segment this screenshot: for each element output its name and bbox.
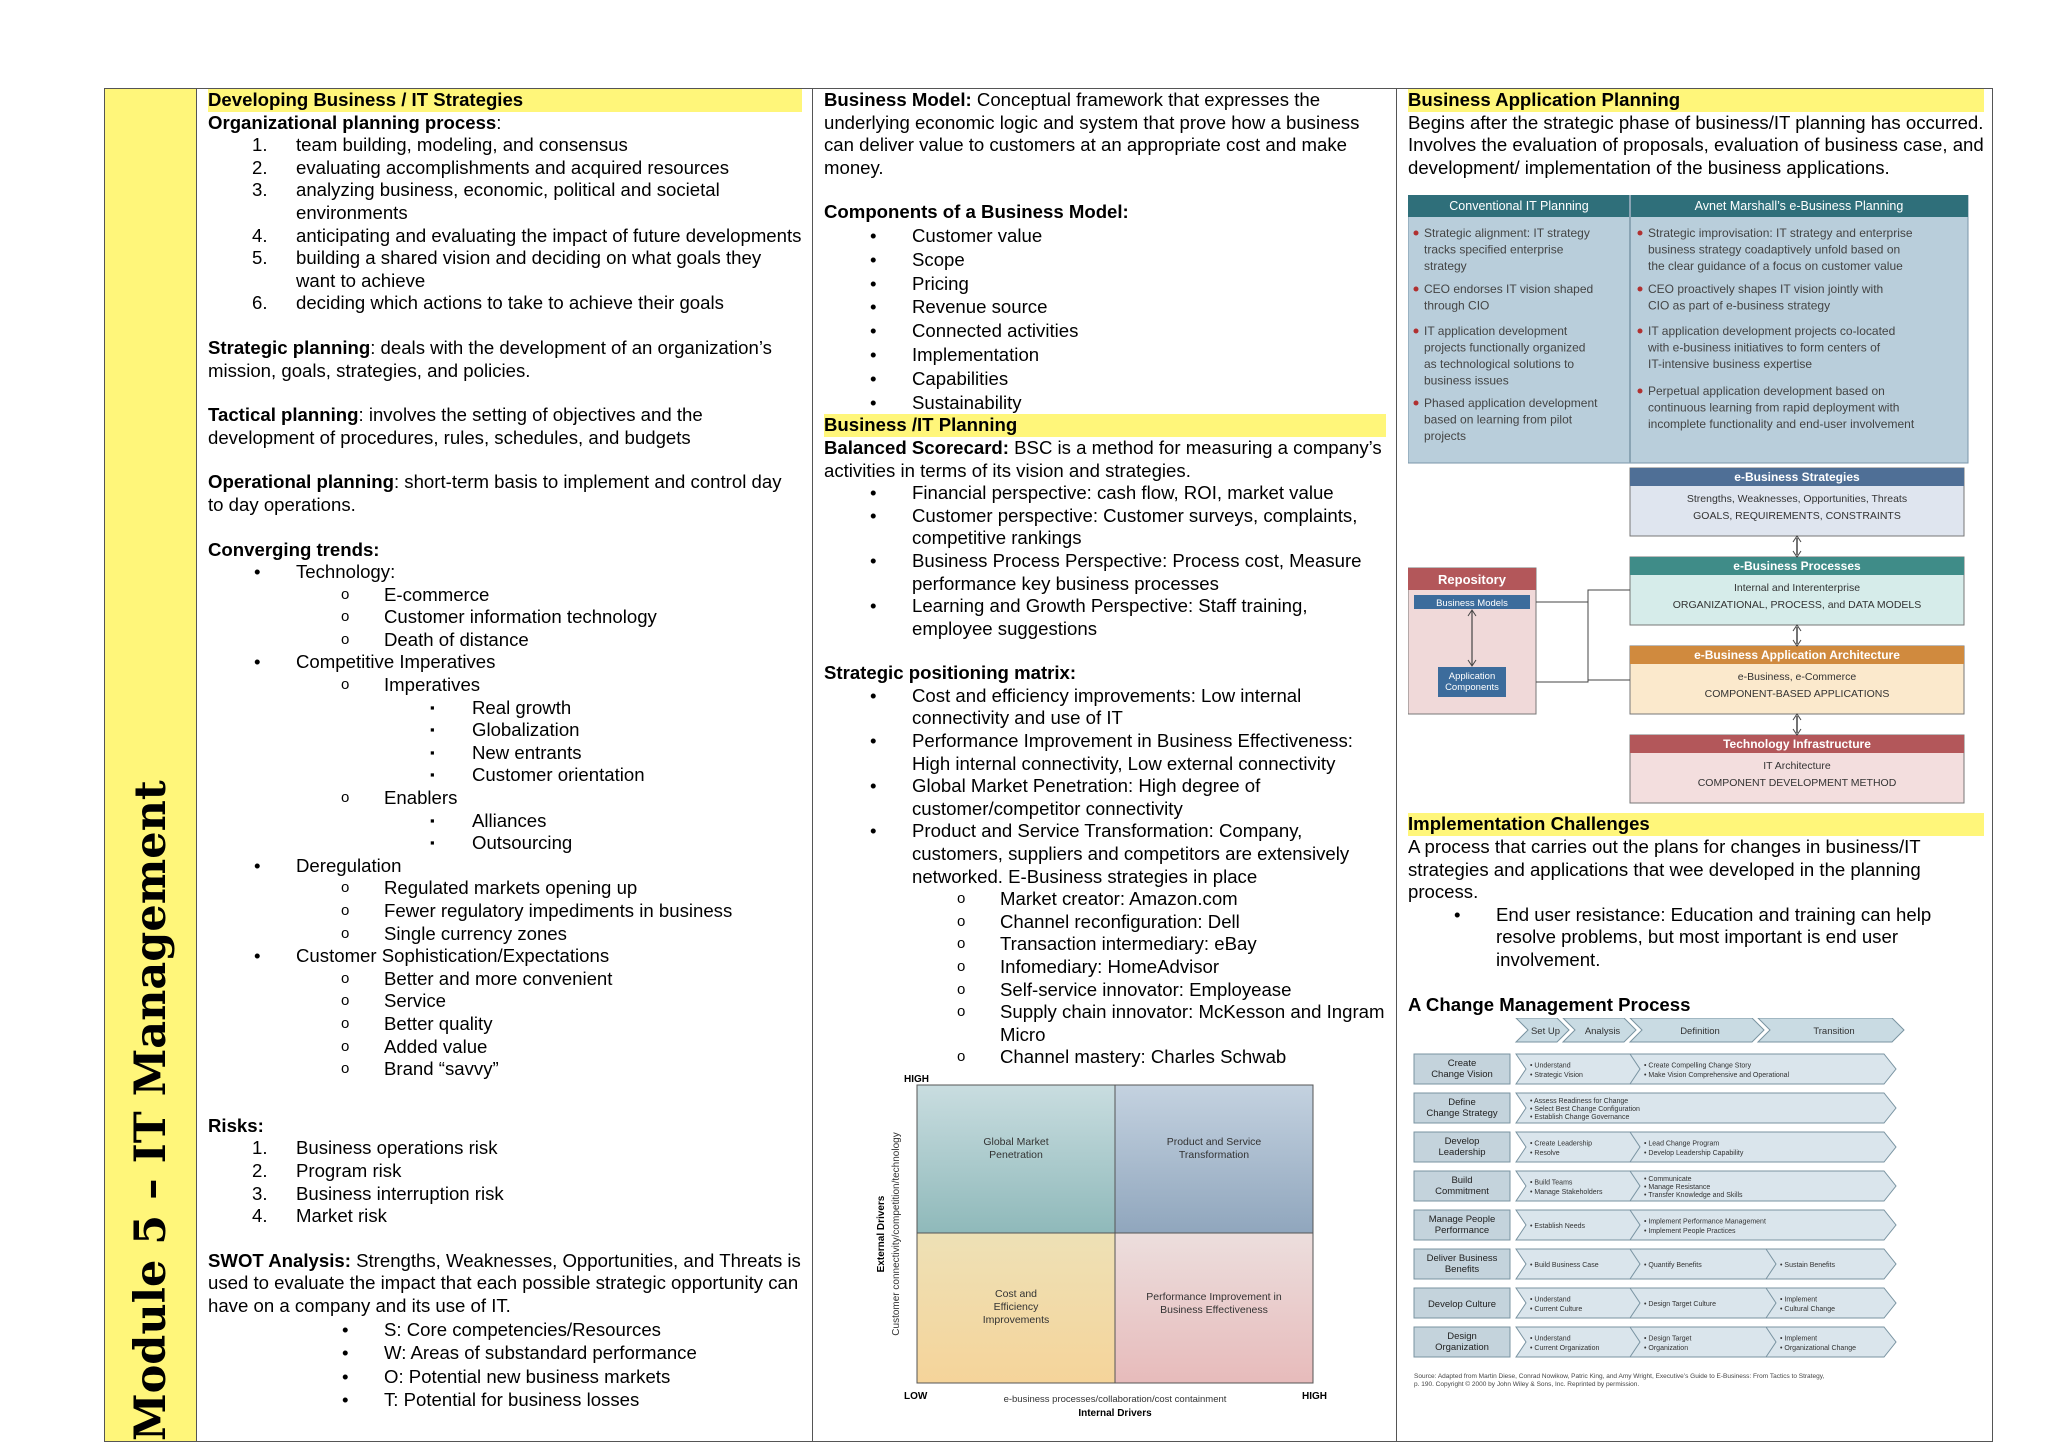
ebusiness-item: IT application development projects co-located with e-business initiatives to form centers of IT-intensive business expertise xyxy=(1648,324,1896,372)
svg-text:ApplicationComponents: Application Components xyxy=(1445,671,1499,694)
activity-label: Design Organization xyxy=(1435,1331,1489,1354)
strategic-planning: Strategic planning: deals with the development of an organization’s mission, goals, strategies, and policies. xyxy=(208,336,772,381)
y-axis-low-label: LOW xyxy=(904,1390,928,1402)
ebusiness-planning-heading: Avnet Marshall’s e-Business Planning xyxy=(1694,199,1904,214)
activity-label: Deliver Business Benefits xyxy=(1426,1253,1498,1276)
svg-text:e-Business, e-Commerce: e-Business, e-Commerce xyxy=(1737,671,1857,684)
svg-text:• Create Compelling Change Sto: • Create Compelling Change Story xyxy=(1644,1062,1752,1070)
list-item: • Connected activities xyxy=(824,319,1386,343)
bsc-list xyxy=(824,482,1386,640)
svg-text:• Establish Needs: • Establish Needs xyxy=(1530,1223,1585,1231)
list-item: o Enablers xyxy=(208,787,802,810)
list-item: ▪ Customer orientation xyxy=(208,764,802,787)
svg-text:• Implement People Practices: • Implement People Practices xyxy=(1644,1227,1736,1235)
svg-text:COMPONENT-BASED APPLICATIONS: COMPONENT-BASED APPLICATIONS xyxy=(1704,688,1890,701)
list-item: ▪ Outsourcing xyxy=(208,832,802,855)
operational-planning: Operational planning: short-term basis to implement and control day to day operations. xyxy=(208,471,782,515)
svg-text:Internal and Interenterprise: Internal and Interenterprise xyxy=(1733,582,1861,595)
business-model-definition: Business Model: Conceptual framework that expresses the underlying economic logic and system that prove how a business can deliver value to customers at an appropriate cost and make money. xyxy=(824,89,1360,178)
strategies-box: e-Business Strategies xyxy=(1734,470,1860,485)
svg-text:IT Architecture: IT Architecture xyxy=(1763,760,1831,773)
svg-text:• Build Business Case: • Build Business Case xyxy=(1530,1262,1599,1270)
quadrant-label-product-transformation: Product and Service Transformation xyxy=(1166,1135,1262,1161)
svg-text:ORGANIZATIONAL, PROCESS, and D: ORGANIZATIONAL, PROCESS, and DATA MODELS xyxy=(1672,599,1922,612)
quadrant-label-global-market: Global Market Penetration xyxy=(983,1135,1049,1161)
list-item: • Revenue source xyxy=(824,295,1386,319)
positioning-list xyxy=(824,685,1386,888)
list-item: • Learning and Growth Perspective: Staff training, employee suggestions xyxy=(824,595,1386,640)
positioning-matrix-figure xyxy=(824,1075,1387,1425)
infrastructure-box: Technology Infrastructure xyxy=(1723,737,1871,752)
column-business-model xyxy=(814,89,1397,1441)
list-item: o Regulated markets opening up xyxy=(208,877,802,900)
list-item: o Customer information technology xyxy=(208,606,802,629)
section-title-strategies: Developing Business / IT Strategies xyxy=(208,89,802,112)
list-item: 4. anticipating and evaluating the impact of future developments xyxy=(252,224,802,246)
list-item: • Customer Sophistication/Expectations xyxy=(208,945,802,968)
ebusiness-strategies-list xyxy=(824,888,1386,1069)
risks-list xyxy=(208,1137,802,1227)
change-process-heading: A Change Management Process xyxy=(1408,993,1691,1015)
list-item: 3. analyzing business, economic, political and societal environments xyxy=(252,179,720,223)
module-title: Module 5 – IT Management xyxy=(126,780,176,1441)
section-title-business-it-planning: Business /IT Planning xyxy=(824,414,1386,437)
list-item: • Financial perspective: cash flow, ROI, market value xyxy=(824,482,1386,505)
list-item: • End user resistance: Education and training can help resolve problems, but most important is end user involvement. xyxy=(1408,904,1984,972)
list-item: 3. Business interruption risk xyxy=(252,1182,504,1204)
swot-analysis: SWOT Analysis: Strengths, Weaknesses, Opportunities, and Threats is used to evaluate the impact that each possible strategic opportunity can have on a company and its use of IT. xyxy=(208,1249,801,1316)
list-item: 1. Business operations risk xyxy=(252,1137,498,1159)
list-item: o Self-service innovator: Employease xyxy=(824,979,1386,1002)
svg-text:Strengths, Weaknesses, Opportu: Strengths, Weaknesses, Opportunities, Threats xyxy=(1686,493,1908,506)
quadrant-label-performance-improvement: Performance Improvement in Business Effectiveness xyxy=(1146,1290,1282,1316)
list-item: • Sustainability xyxy=(824,391,1386,415)
svg-text:GOALS, REQUIREMENTS, CONSTRAIN: GOALS, REQUIREMENTS, CONSTRAINTS xyxy=(1693,510,1901,523)
positioning-matrix-heading: Strategic positioning matrix: xyxy=(824,662,1077,684)
org-planning-list xyxy=(208,134,802,315)
svg-text:• Cultural Change: • Cultural Change xyxy=(1780,1305,1835,1313)
y-axis-high-label: HIGH xyxy=(904,1074,929,1085)
tactical-planning: Tactical planning: involves the setting of objectives and the development of procedures, rules, schedules, and budgets xyxy=(208,404,703,448)
activity-label: Develop Leadership xyxy=(1438,1136,1486,1159)
svg-text:• Manage Resistance: • Manage Resistance xyxy=(1644,1184,1711,1192)
components-list xyxy=(824,224,1386,414)
phase-label: Analysis xyxy=(1584,1026,1621,1038)
components-heading: Components of a Business Model: xyxy=(824,201,1129,223)
swot-list xyxy=(208,1318,802,1412)
phase-label: Definition xyxy=(1680,1026,1720,1038)
y-axis-inner-label: Customer connectivity/competition/technology xyxy=(891,1132,902,1336)
section-title-application-planning: Business Application Planning xyxy=(1408,89,1984,112)
section-title-implementation-challenges: Implementation Challenges xyxy=(1408,813,1984,836)
application-planning-text: Begins after the strategic phase of business/IT planning has occurred. Involves the evaluation of proposals, evaluation of business case, and development/ implementation of the business applications. xyxy=(1408,111,1984,178)
list-item: o Brand “savvy” xyxy=(208,1058,802,1081)
processes-box: e-Business Processes xyxy=(1733,559,1861,574)
balanced-scorecard: Balanced Scorecard: BSC is a method for measuring a company’s activities in terms of its vision and strategies. xyxy=(824,436,1382,481)
list-item: • Capabilities xyxy=(824,367,1386,391)
svg-text:• Understand: • Understand xyxy=(1530,1062,1571,1070)
svg-text:• Assess Readiness for Change: • Assess Readiness for Change xyxy=(1530,1098,1629,1106)
x-axis-outer-label: Internal Drivers xyxy=(1078,1407,1152,1419)
list-item: o Better quality xyxy=(208,1013,802,1036)
svg-text:• Manage Stakeholders: • Manage Stakeholders xyxy=(1530,1188,1603,1196)
svg-text:• Communicate: • Communicate xyxy=(1644,1176,1692,1184)
list-item: • Pricing xyxy=(824,272,1386,296)
svg-text:• Organizational Change: • Organizational Change xyxy=(1780,1344,1856,1352)
activity-label: Manage People Performance xyxy=(1428,1214,1496,1237)
activity-label: Build Commitment xyxy=(1435,1175,1489,1198)
list-item: o Imperatives xyxy=(208,674,802,697)
list-item: o Channel mastery: Charles Schwab xyxy=(824,1046,1386,1069)
list-item: • Technology: xyxy=(208,561,802,584)
list-item: o Single currency zones xyxy=(208,923,802,946)
svg-text:• Implement: • Implement xyxy=(1780,1296,1818,1304)
ebusiness-item: CEO proactively shapes IT vision jointly with CIO as part of e-business strategy xyxy=(1648,282,1884,313)
svg-text:• Understand: • Understand xyxy=(1530,1296,1571,1304)
list-item: • S: Core competencies/Resources xyxy=(208,1318,802,1342)
list-item: • Product and Service Transformation: Company, customers, suppliers and competitors are extensively networked. E-Business strategies in place xyxy=(824,820,1386,888)
conventional-item: Strategic alignment: IT strategy tracks specified enterprise strategy xyxy=(1424,226,1590,274)
svg-text:Business Models: Business Models xyxy=(1436,598,1508,610)
org-planning-heading: Organizational planning process: xyxy=(208,111,502,133)
svg-text:COMPONENT DEVELOPMENT METHOD: COMPONENT DEVELOPMENT METHOD xyxy=(1697,777,1897,790)
cheat-sheet xyxy=(104,88,1993,1442)
phase-label: Transition xyxy=(1813,1026,1855,1038)
architecture-box: e-Business Application Architecture xyxy=(1694,648,1900,663)
conventional-planning-heading: Conventional IT Planning xyxy=(1449,199,1589,214)
list-item: • Performance Improvement in Business Effectiveness: High internal connectivity, Low external connectivity xyxy=(824,730,1386,775)
column-strategies xyxy=(198,89,813,1441)
module-side-banner xyxy=(105,89,197,1441)
list-item: 2. evaluating accomplishments and acquired resources xyxy=(252,156,730,178)
list-item: • T: Potential for business losses xyxy=(208,1388,802,1412)
risks-heading: Risks: xyxy=(208,1114,264,1136)
svg-text:• Develop Leadership Capabilit: • Develop Leadership Capability xyxy=(1644,1149,1744,1157)
list-item: • O: Potential new business markets xyxy=(208,1365,802,1389)
svg-text:• Make Vision Comprehensive an: • Make Vision Comprehensive and Operational xyxy=(1644,1071,1790,1079)
svg-text:• Transfer Knowledge and Skill: • Transfer Knowledge and Skills xyxy=(1644,1192,1743,1200)
list-item: • Implementation xyxy=(824,343,1386,367)
conventional-item: Phased application development based on learning from pilot projects xyxy=(1424,396,1598,444)
y-axis-outer-label: External Drivers xyxy=(876,1195,887,1273)
svg-text:• Create Leadership: • Create Leadership xyxy=(1530,1140,1592,1148)
ebusiness-item: Strategic improvisation: IT strategy and enterprise business strategy coadaptively unfold based on the clear guidance of a focus on customer value xyxy=(1648,226,1913,274)
implementation-text: A process that carries out the plans for changes in business/IT strategies and applications that wee developed in the planning process. xyxy=(1408,835,1921,903)
conventional-item: IT application development projects functionally organized as technological solutions to business issues xyxy=(1424,324,1586,388)
list-item: • Global Market Penetration: High degree of customer/competitor connectivity xyxy=(824,775,1386,820)
svg-text:• Implement Performance Manage: • Implement Performance Management xyxy=(1644,1218,1766,1226)
x-axis-high-label: HIGH xyxy=(1302,1390,1327,1402)
list-item: o Infomediary: HomeAdvisor xyxy=(824,956,1386,979)
activity-label: Develop Culture xyxy=(1427,1299,1497,1311)
svg-text:• Quantify Benefits: • Quantify Benefits xyxy=(1644,1262,1702,1270)
svg-text:• Resolve: • Resolve xyxy=(1530,1149,1560,1157)
list-item: ▪ Globalization xyxy=(208,719,802,742)
svg-text:• Sustain Benefits: • Sustain Benefits xyxy=(1780,1262,1835,1270)
ebusiness-item: Perpetual application development based on continuous learning from rapid deployment with incomplete functionality and end-user involvement xyxy=(1648,384,1915,432)
list-item: o Fewer regulatory impediments in business xyxy=(208,900,802,923)
list-item: • Customer perspective: Customer surveys, complaints, competitive rankings xyxy=(824,505,1386,550)
list-item: • Business Process Perspective: Process cost, Measure performance key business processes xyxy=(824,550,1386,595)
svg-text:• Design Target: • Design Target xyxy=(1644,1335,1692,1343)
list-item: • Competitive Imperatives xyxy=(208,651,802,674)
figure-source: Source: Adapted from Martin Diese, Conrad Nowikow, Patric King, and Amy Wright, Executive’s Guide to E-Business: From Tactics to Strategy, p. 190. Copyright © 2000 by John Wiley & Sons, Inc. Reprinted by permission. xyxy=(1414,1373,1827,1389)
svg-text:• Understand: • Understand xyxy=(1530,1335,1571,1343)
list-item: o Channel reconfiguration: Dell xyxy=(824,911,1386,934)
change-management-figure xyxy=(1408,1018,1984,1402)
list-item: 1. team building, modeling, and consensus xyxy=(252,134,628,156)
converging-trends-list xyxy=(208,561,802,1081)
conventional-item: CEO endorses IT vision shaped through CIO xyxy=(1424,282,1594,313)
activity-label: Create Change Vision xyxy=(1431,1058,1493,1081)
svg-text:• Establish Change Governance: • Establish Change Governance xyxy=(1530,1114,1630,1122)
svg-text:• Lead Change Program: • Lead Change Program xyxy=(1644,1140,1720,1148)
ebusiness-planning-figure xyxy=(1408,195,1984,807)
svg-text:• Strategic Vision: • Strategic Vision xyxy=(1530,1071,1583,1079)
list-item: o Transaction intermediary: eBay xyxy=(824,933,1386,956)
list-item: 4. Market risk xyxy=(252,1205,387,1227)
svg-text:• Current Organization: • Current Organization xyxy=(1530,1344,1600,1352)
list-item: o Service xyxy=(208,990,802,1013)
list-item: 2. Program risk xyxy=(252,1159,402,1181)
list-item: • Deregulation xyxy=(208,855,802,878)
list-item: 6. deciding which actions to take to achieve their goals xyxy=(252,292,724,314)
phase-label: Set Up xyxy=(1530,1026,1561,1038)
activity-label: Define Change Strategy xyxy=(1426,1097,1498,1120)
svg-text:• Select Best Change Configura: • Select Best Change Configuration xyxy=(1530,1106,1640,1114)
svg-text:• Design Target Culture: • Design Target Culture xyxy=(1644,1301,1716,1309)
svg-text:• Current Culture: • Current Culture xyxy=(1530,1305,1583,1313)
list-item: o Better and more convenient xyxy=(208,968,802,991)
list-item: o Death of distance xyxy=(208,629,802,652)
list-item: ▪ Alliances xyxy=(208,810,802,833)
svg-text:• Implement: • Implement xyxy=(1780,1335,1818,1343)
converging-trends-heading: Converging trends: xyxy=(208,538,380,560)
column-application-planning xyxy=(1398,89,1994,1441)
list-item: o Market creator: Amazon.com xyxy=(824,888,1386,911)
list-item: • W: Areas of substandard performance xyxy=(208,1341,802,1365)
svg-text:• Build Teams: • Build Teams xyxy=(1530,1179,1573,1187)
x-axis-inner-label: e-business processes/collaboration/cost containment xyxy=(1003,1393,1227,1405)
list-item: o Added value xyxy=(208,1036,802,1059)
list-item: • Customer value xyxy=(824,224,1386,248)
repository-heading: Repository xyxy=(1438,572,1506,588)
list-item: • Scope xyxy=(824,248,1386,272)
list-item: ▪ Real growth xyxy=(208,697,802,720)
implementation-list xyxy=(1408,904,1984,972)
svg-text:• Organization: • Organization xyxy=(1644,1344,1689,1352)
list-item: ▪ New entrants xyxy=(208,742,802,765)
list-item: o Supply chain innovator: McKesson and Ingram Micro xyxy=(824,1001,1386,1046)
list-item: 5. building a shared vision and deciding on what goals they want to achieve xyxy=(252,247,762,291)
list-item: • Cost and efficiency improvements: Low internal connectivity and use of IT xyxy=(824,685,1386,730)
list-item: o E-commerce xyxy=(208,584,802,607)
quadrant-label-cost-efficiency: Cost and Efficiency Improvements xyxy=(982,1287,1050,1326)
